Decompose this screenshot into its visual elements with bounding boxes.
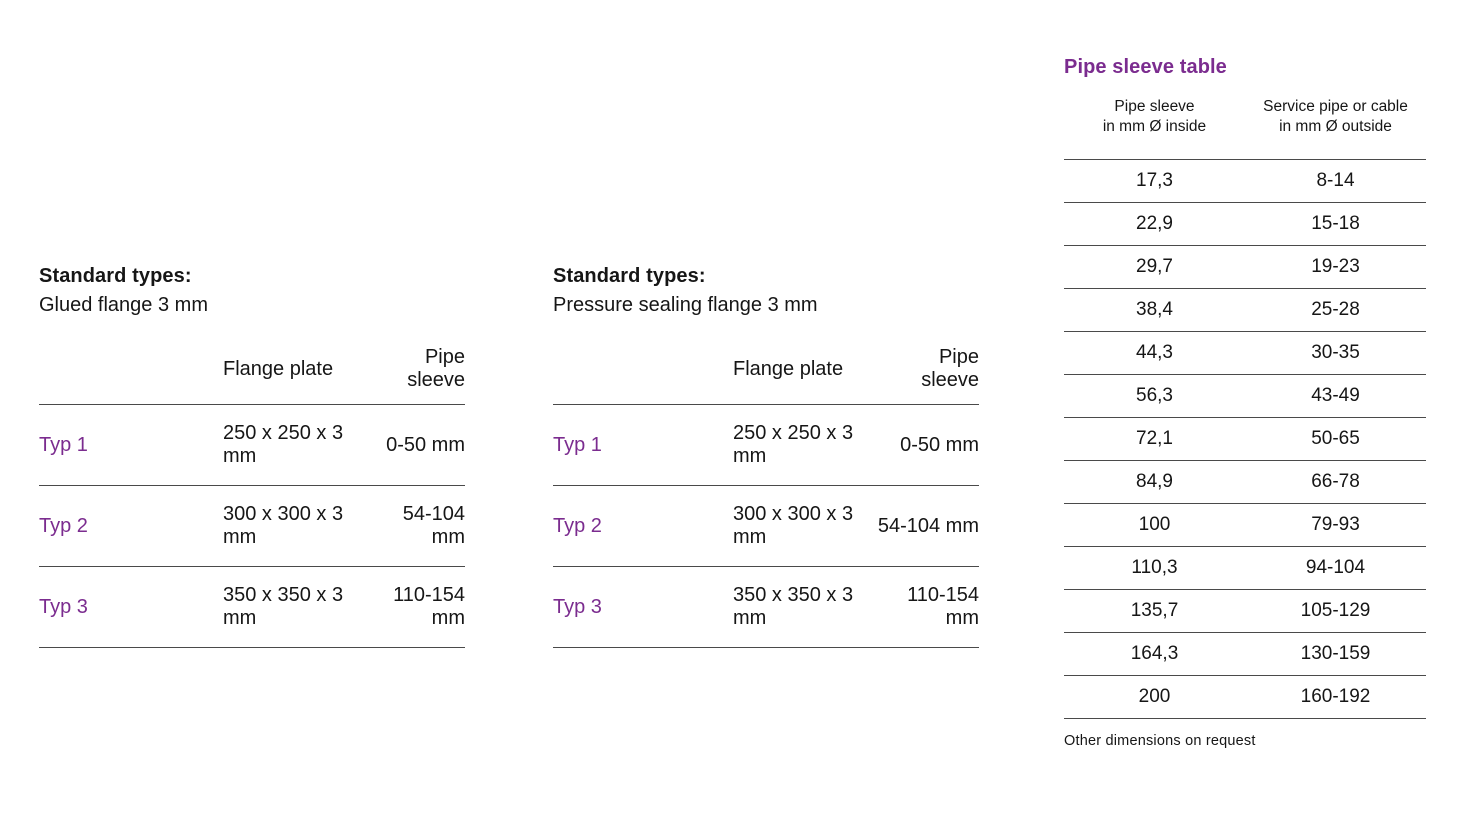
column-header-typ — [39, 346, 131, 405]
standard-types-pressure-sealing-flange-block — [553, 262, 979, 648]
pipe-sleeve-table-title: Pipe sleeve table — [1064, 56, 1227, 78]
row-pipe-sleeve-value: 54-104 mm — [364, 486, 465, 567]
cell-service-pipe: 25-28 — [1245, 289, 1426, 332]
pipe-sleeve-table — [1064, 97, 1426, 719]
cell-pipe-sleeve: 84,9 — [1064, 461, 1245, 504]
cell-pipe-sleeve: 72,1 — [1064, 418, 1245, 461]
cell-service-pipe: 66-78 — [1245, 461, 1426, 504]
row-pipe-sleeve-value: 110-154 mm — [877, 567, 979, 648]
row-pipe-sleeve-value: 0-50 mm — [877, 405, 979, 486]
cell-service-pipe: 43-49 — [1245, 375, 1426, 418]
row-type-label: Typ 3 — [553, 567, 645, 648]
row-pipe-sleeve-value: 0-50 mm — [364, 405, 465, 486]
row-flange-plate-value: 250 x 250 x 3 mm — [131, 405, 364, 486]
table-row — [39, 405, 465, 486]
cell-service-pipe: 94-104 — [1245, 547, 1426, 590]
cell-pipe-sleeve: 38,4 — [1064, 289, 1245, 332]
cell-pipe-sleeve: 200 — [1064, 676, 1245, 719]
glued-flange-title: Standard types: — [39, 265, 192, 287]
row-type-label: Typ 2 — [39, 486, 131, 567]
glued-flange-table — [39, 346, 465, 648]
table-row — [553, 567, 979, 648]
header-line-1: Pipe sleeve — [1114, 98, 1195, 115]
table-row — [1064, 332, 1426, 375]
table-row — [1064, 418, 1426, 461]
table-row — [1064, 590, 1426, 633]
table-row — [1064, 676, 1426, 719]
row-flange-plate-value: 250 x 250 x 3 mm — [645, 405, 877, 486]
row-flange-plate-value: 350 x 350 x 3 mm — [131, 567, 364, 648]
cell-service-pipe: 79-93 — [1245, 504, 1426, 547]
table-row — [1064, 160, 1426, 203]
cell-service-pipe: 105-129 — [1245, 590, 1426, 633]
table-row — [1064, 375, 1426, 418]
cell-pipe-sleeve: 56,3 — [1064, 375, 1245, 418]
table-row — [553, 405, 979, 486]
cell-service-pipe: 50-65 — [1245, 418, 1426, 461]
column-header-service-pipe-outside — [1245, 97, 1426, 160]
row-flange-plate-value: 300 x 300 x 3 mm — [645, 486, 877, 567]
row-type-label: Typ 2 — [553, 486, 645, 567]
table-header-row — [39, 346, 465, 405]
table-row — [39, 567, 465, 648]
table-row — [1064, 246, 1426, 289]
table-header-row — [553, 346, 979, 405]
standard-types-glued-flange-block — [39, 262, 465, 648]
column-header-flange-plate: Flange plate — [645, 346, 877, 405]
row-pipe-sleeve-value: 54-104 mm — [877, 486, 979, 567]
row-type-label: Typ 3 — [39, 567, 131, 648]
column-header-flange-plate: Flange plate — [131, 346, 364, 405]
column-header-pipe-sleeve: Pipe sleeve — [364, 346, 465, 405]
cell-pipe-sleeve: 110,3 — [1064, 547, 1245, 590]
cell-service-pipe: 15-18 — [1245, 203, 1426, 246]
header-line-1: Service pipe or cable — [1263, 98, 1408, 115]
cell-service-pipe: 8-14 — [1245, 160, 1426, 203]
cell-service-pipe: 160-192 — [1245, 676, 1426, 719]
column-header-typ — [553, 346, 645, 405]
cell-pipe-sleeve: 17,3 — [1064, 160, 1245, 203]
column-header-pipe-sleeve: Pipe sleeve — [877, 346, 979, 405]
pressure-flange-subtitle: Pressure sealing flange 3 mm — [553, 294, 818, 316]
table-row — [1064, 203, 1426, 246]
cell-service-pipe: 19-23 — [1245, 246, 1426, 289]
pipe-sleeve-table-footnote: Other dimensions on request — [1064, 733, 1256, 749]
column-header-pipe-sleeve-inside — [1064, 97, 1245, 160]
table-row — [1064, 504, 1426, 547]
header-line-2: in mm Ø outside — [1279, 118, 1392, 135]
cell-pipe-sleeve: 44,3 — [1064, 332, 1245, 375]
row-flange-plate-value: 350 x 350 x 3 mm — [645, 567, 877, 648]
header-line-2: in mm Ø inside — [1102, 118, 1207, 135]
table-row — [39, 486, 465, 567]
cell-pipe-sleeve: 100 — [1064, 504, 1245, 547]
row-type-label: Typ 1 — [39, 405, 131, 486]
cell-service-pipe: 130-159 — [1245, 633, 1426, 676]
table-row — [1064, 633, 1426, 676]
glued-flange-subtitle: Glued flange 3 mm — [39, 294, 208, 316]
cell-service-pipe: 30-35 — [1245, 332, 1426, 375]
cell-pipe-sleeve: 135,7 — [1064, 590, 1245, 633]
pressure-flange-table — [553, 346, 979, 648]
table-header-row — [1064, 97, 1426, 160]
pressure-flange-title: Standard types: — [553, 265, 706, 287]
table-row — [1064, 289, 1426, 332]
table-row — [553, 486, 979, 567]
cell-pipe-sleeve: 29,7 — [1064, 246, 1245, 289]
row-pipe-sleeve-value: 110-154 mm — [364, 567, 465, 648]
table-row — [1064, 461, 1426, 504]
pipe-sleeve-table-block — [1064, 56, 1426, 749]
cell-pipe-sleeve: 164,3 — [1064, 633, 1245, 676]
row-type-label: Typ 1 — [553, 405, 645, 486]
table-row — [1064, 547, 1426, 590]
row-flange-plate-value: 300 x 300 x 3 mm — [131, 486, 364, 567]
cell-pipe-sleeve: 22,9 — [1064, 203, 1245, 246]
